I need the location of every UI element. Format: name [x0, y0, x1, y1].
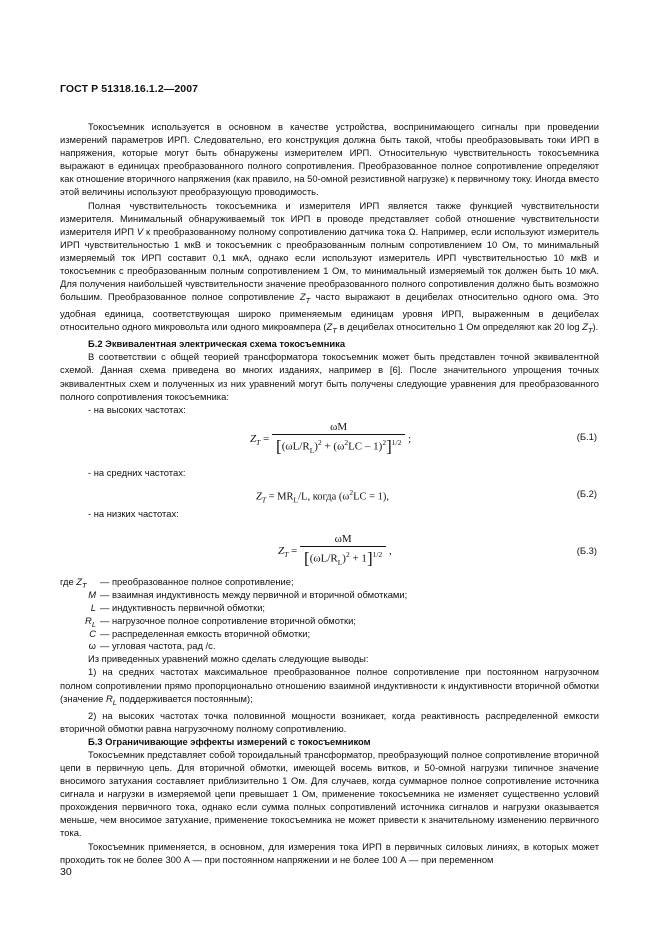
equation-b2: $Z_T = MR_L/L$, когда $(\omega^2LC = 1)$, (Б.2) — [256, 487, 597, 505]
paragraph-conclusions-intro: Из приведенных уравнений можно сделать следующие выводы: — [88, 653, 369, 665]
definition-row: где $Z_T$ — преобразованное полное сопротивление; — [60, 576, 294, 590]
equation-b3: $Z_T$ = $\frac{\omega M}{[(\omega L/R_L)^2 + 1]^{1/2}}$ , (Б.3) — [278, 533, 597, 568]
paragraph-conclusion-2: 2) на высоких частотах точка половинной мощности возникает, когда реактивность распределенной емкости вторичной обмотки равна нагрузочному полному сопротивлению. — [60, 709, 599, 734]
section-heading-b3: Б.3 Ограничивающие эффекты измерений с токосъемником — [88, 735, 371, 747]
definition-row: C — распределенная емкость вторичной обмотки; — [89, 627, 311, 639]
paragraph-sensitivity: Полная чувствительность токосъемника и измерителя ИРП является также функцией чувствительности измерителя. Минимальный обнаруживаемый ток ИРП в проводе представляет собой отношение чувствительности измерителя ИРП V к преобразованному полному сопротивлению датчика тока Ω. Например, если используют измеритель ИРП чувствительностью 1 мкВ и токосъемник с преобразованным полным сопротивлением 10 Ом, то минимальный измеряемый ток ИРП составит 0,1 мкА, однако если используют измеритель ИРП чувствительностью 10 мкВ и токосъемник с преобразованным полным сопротивлением 1 Ом, то минимальный измеряемый ток должен быть 10 мкА. Для получения наибольшей чувствительности значение преобразованного полного сопротивления должно быть возможно большим. Преобразованное полное сопротивление $Z_T$ часто выражают в децибелах относительно одного ома. Это удобная единица, соответствующая широко применяемым единицам уровня ИРП, выраженным в децибелах относительно одного микровольта или одного микроампера ($Z_T$ в децибелах относительно 1 Ом определяют как 20 $\log Z_T$). — [60, 199, 599, 336]
paragraph-toroidal: Токосъемник представляет собой тороидальный трансформатор, преобразующий полное сопротивление вторичной цепи в первичную цепь. Для вторичной обмотки, имеющей восемь витков, и 50-омной нагрузки типичное значение вносимого затухания составляет приблизительно 1 Ом. Для случаев, когда суммарное полное сопротивление источника сигнала и нагрузки в измеряемой цепи превышает 1 Ом, применение токосъемника не изменяет существенно условий прохождения первичного тока, однако если сумма полных сопротивлений источника сигналов и нагрузки оказывается меньше, чем вносимое затухание, применение токосъемника не может привести к значительному изменению первичного тока. — [60, 748, 599, 839]
equation-b1: $Z_T$ = $\frac{\omega M}{[(\omega L/R_L)^2 + (\omega^2LC - 1)^2]^{1/2}}$ ; (Б.1) — [250, 420, 597, 456]
section-heading-b2: Б.2 Эквивалентная электрическая схема токосъемника — [88, 338, 346, 350]
label-low-frequencies: - на низких частотах: — [88, 507, 179, 519]
paragraph-application: Токосъемник применяется, в основном, для измерения тока ИРП в первичных силовых линиях, в которых может проходить ток не более 300 А — при постоянном напряжении и не более 100 А — при переменном — [60, 840, 599, 865]
equation-label-b1: (Б.1) — [576, 430, 597, 442]
equation-label-b2: (Б.2) — [576, 487, 597, 499]
definition-row: L — индуктивность первичной обмотки; — [90, 601, 266, 613]
definition-row: $R_L$ — нагрузочное полное сопротивление вторичной обмотки; — [85, 614, 356, 629]
equation-label-b3: (Б.3) — [576, 545, 597, 556]
label-high-frequencies: - на высоких частотах: — [88, 403, 186, 415]
paragraph-intro: Токосъемник используется в основном в качестве устройства, воспринимающего сигналы при проведении измерений параметров ИРП. Следовательно, его конструкция должна быть такой, чтобы преобразовывать токи ИРП в напряжения, которые могут быть обнаружены измерителем ИРП. Относительную чувствительность токосъемника выражают в единицах преобразованного полного сопротивления. Преобразованное полное сопротивление определяют как отношение вторичного напряжения (как правило, на 50-омной резистивной нагрузке) к первичному току. Иногда вместо этой величины используют преобразующую проводимость. — [60, 121, 599, 198]
document-body — [60, 120, 599, 866]
definition-row: M — взаимная индуктивность между первичной и вторичной обмотками; — [88, 588, 408, 600]
symbol-definitions — [60, 575, 599, 652]
label-mid-frequencies: - на средних частотах: — [88, 466, 186, 478]
definition-row: ω — угловая частота, рад /с. — [88, 640, 216, 652]
page-number: 30 — [60, 866, 72, 878]
paragraph-conclusion-1: 1) на средних частотах максимальное преобразованное полное сопротивление при постоянном нагрузочном полном сопротивлении прямо пропорционально отношению взаимной индуктивности к индуктивности вторичной обмотки (значение $R_L$ поддерживается постоянным); — [60, 666, 599, 707]
document-header: ГОСТ Р 51318.16.1.2—2007 — [60, 83, 199, 95]
paragraph-equivalent-circuit: В соответствии с общей теорией трансформатора токосъемник может быть представлен точной эквивалентной схемой. Данная схема приведена во многих изданиях, например в [6]. После значительного упрощения точных эквивалентных схем и полученных из них уравнений могут быть получены следующие уравнения для преобразованного полного сопротивления токосъемника: — [60, 351, 599, 402]
